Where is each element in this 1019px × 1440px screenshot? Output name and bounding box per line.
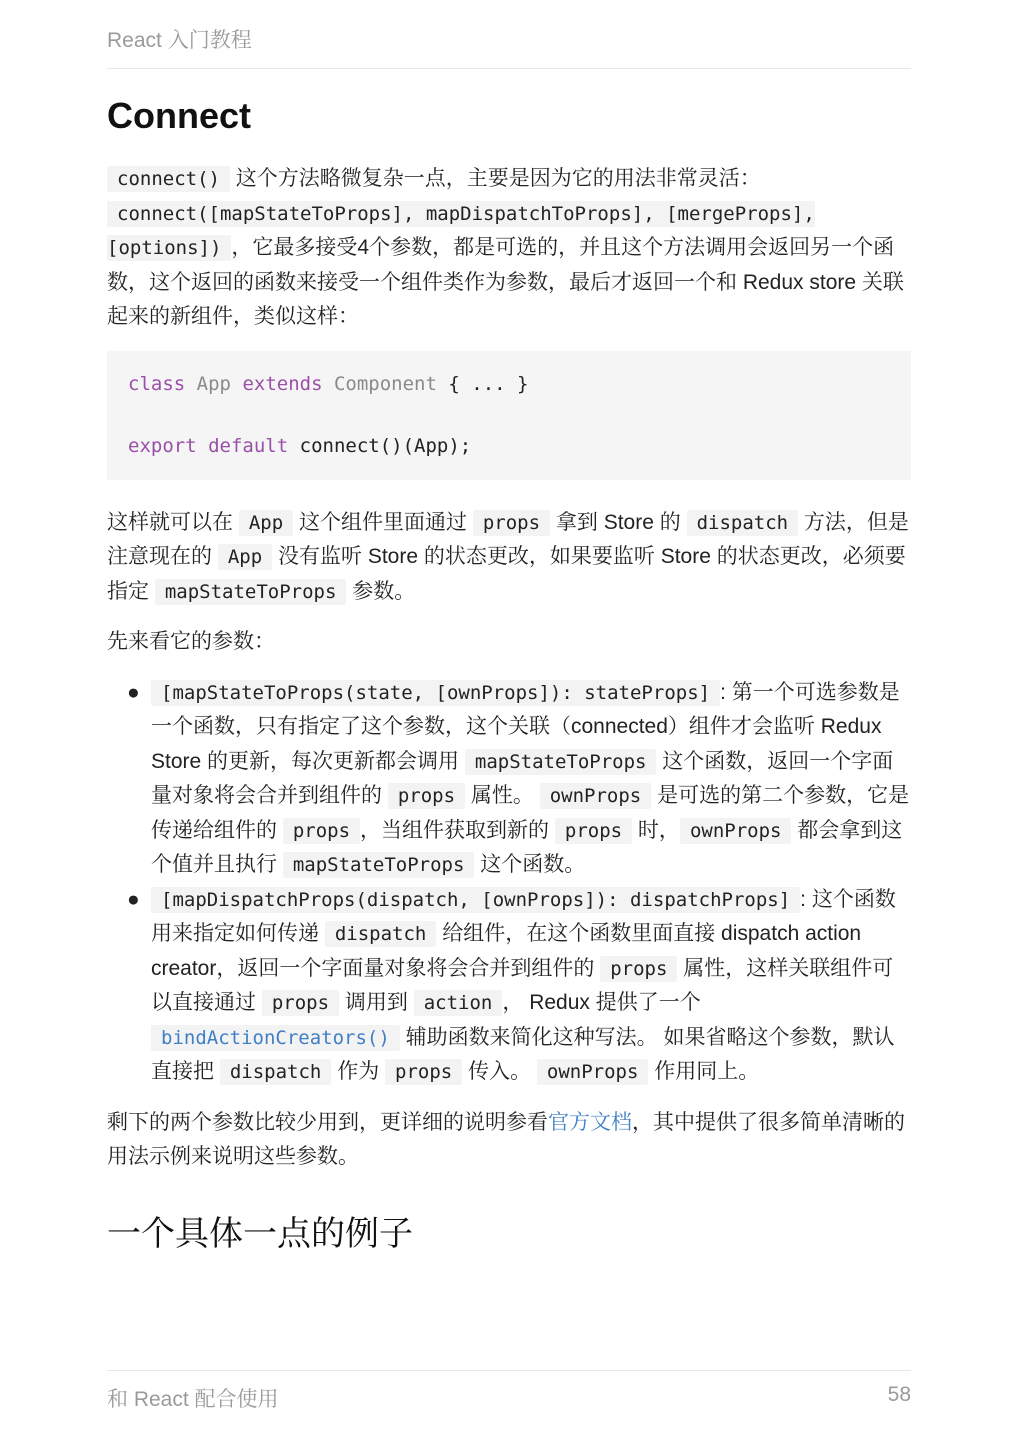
subsection-title: 一个具体一点的例子 [107,1214,413,1253]
inline-code: ownProps [540,783,652,809]
text: 没有监听 Store 的状态更改，如果要监听 Store 的状态更改，必须要指定 [107,545,906,603]
text: 剩下的两个参数比较少用到，更详细的说明参看 [107,1110,548,1134]
code-text: connect()(App); [299,434,472,457]
inline-code: action [414,990,503,1016]
inline-code: props [262,990,339,1016]
text: 参数。 [346,579,416,603]
code-class-name: Component [333,372,437,395]
text: : 这个函数用来指定如何传递 [151,887,896,945]
code-keyword: export [128,434,197,457]
code-keyword: class [128,372,186,395]
inline-code: App [239,510,293,536]
text: 给组件，在这个函数里面直接 dispatch action creator，返回一个字面量对象将会合并到组件的 [151,922,862,980]
text: 是可选的第二个参数，它是传递给组件的 [151,784,910,842]
code-text: { ... } [448,372,529,395]
text: ，它最多接受4个参数，都是可选的，并且这个方法调用会返回另一个函数，这个返回的函数来接受一个组件类作为参数，最后才返回一个和 Redux store 关联起来的新组件，类似这样： [107,236,904,328]
section-title: Connect [107,95,251,136]
text: 辅助函数来简化这种写法。 如果省略这个参数，默认直接把 [151,1025,895,1083]
page-header [107,24,911,69]
inline-code: connect() [107,166,230,192]
inline-code: dispatch [220,1059,332,1085]
text: : 第一个可选参数是一个函数，只有指定了这个参数，这个关联（connected）组件才会监听 Redux Store 的更新，每次更新都会调用 [151,680,900,773]
inline-code: [mapDispatchProps(dispatch, [ownProps]): dispatchProps] [151,887,800,913]
inline-code: props [473,510,550,536]
intro-paragraph [107,162,911,335]
official-docs-link[interactable]: 官方文档 [548,1110,632,1134]
text: 方法，但是注意现在的 [107,510,909,568]
inline-code: props [388,783,465,809]
text: ， Redux 提供了一个 [502,991,701,1014]
inline-code: dispatch [325,921,437,947]
inline-code: mapStateToProps [155,579,347,605]
text: 这个函数，返回一个字面量对象将会合并到组件的 [151,749,894,807]
text: 属性，这样关联组件可以直接通过 [151,956,894,1014]
page-footer [107,1370,911,1413]
list-item [127,676,911,883]
bind-action-creators-link[interactable]: bindActionCreators() [151,1025,400,1051]
bullet-icon: ● [127,680,140,704]
text: 拿到 Store 的 [550,510,687,534]
text: 作用同上。 [648,1060,760,1083]
list-item [127,883,911,1090]
docs-paragraph [107,1106,911,1175]
text: 调用到 [339,991,414,1014]
params-list [107,676,911,1090]
params-intro: 先来看它的参数： [107,630,275,653]
text: ，其中提供了很多简单清晰的用法示例来说明这些参数。 [107,1110,905,1168]
page-content [107,92,911,1257]
text: 都会拿到这个值并且执行 [151,818,903,876]
inline-code: ownProps [680,818,792,844]
text: 这个组件里面通过 [293,510,473,534]
inline-code: App [218,544,272,570]
inline-code: dispatch [687,510,799,536]
text: 这个方法略微复杂一点，主要是因为它的用法非常灵活： [229,167,761,190]
inline-code: props [555,818,632,844]
text: 作为 [331,1060,386,1083]
text: 这个函数。 [474,853,586,876]
text: ，当组件获取到新的 [360,818,555,842]
inline-code: ownProps [537,1059,649,1085]
code-class-name: App [196,372,231,395]
text: 传入。 [462,1060,537,1083]
inline-code: mapStateToProps [283,852,475,878]
text: 这样就可以在 [107,510,239,534]
text: 时， [632,818,680,842]
bullet-icon: ● [127,887,140,911]
text: 属性。 [465,784,540,807]
inline-code: mapStateToProps [465,749,657,775]
inline-code: props [283,818,360,844]
usage-paragraph [107,506,911,610]
code-keyword: extends [242,372,323,395]
inline-code: connect([mapStateToProps], mapDispatchToProps], [mergeProps], [options]) [107,202,815,259]
page-number: 58 [887,1383,911,1406]
inline-code: props [385,1059,462,1085]
book-title: React 入门教程 [107,29,252,52]
chapter-title: 和 React 配合使用 [107,1388,279,1411]
code-block [107,351,911,480]
inline-code: props [600,956,677,982]
inline-code: [mapStateToProps(state, [ownProps]): stateProps] [151,680,720,706]
code-keyword: default [208,434,289,457]
